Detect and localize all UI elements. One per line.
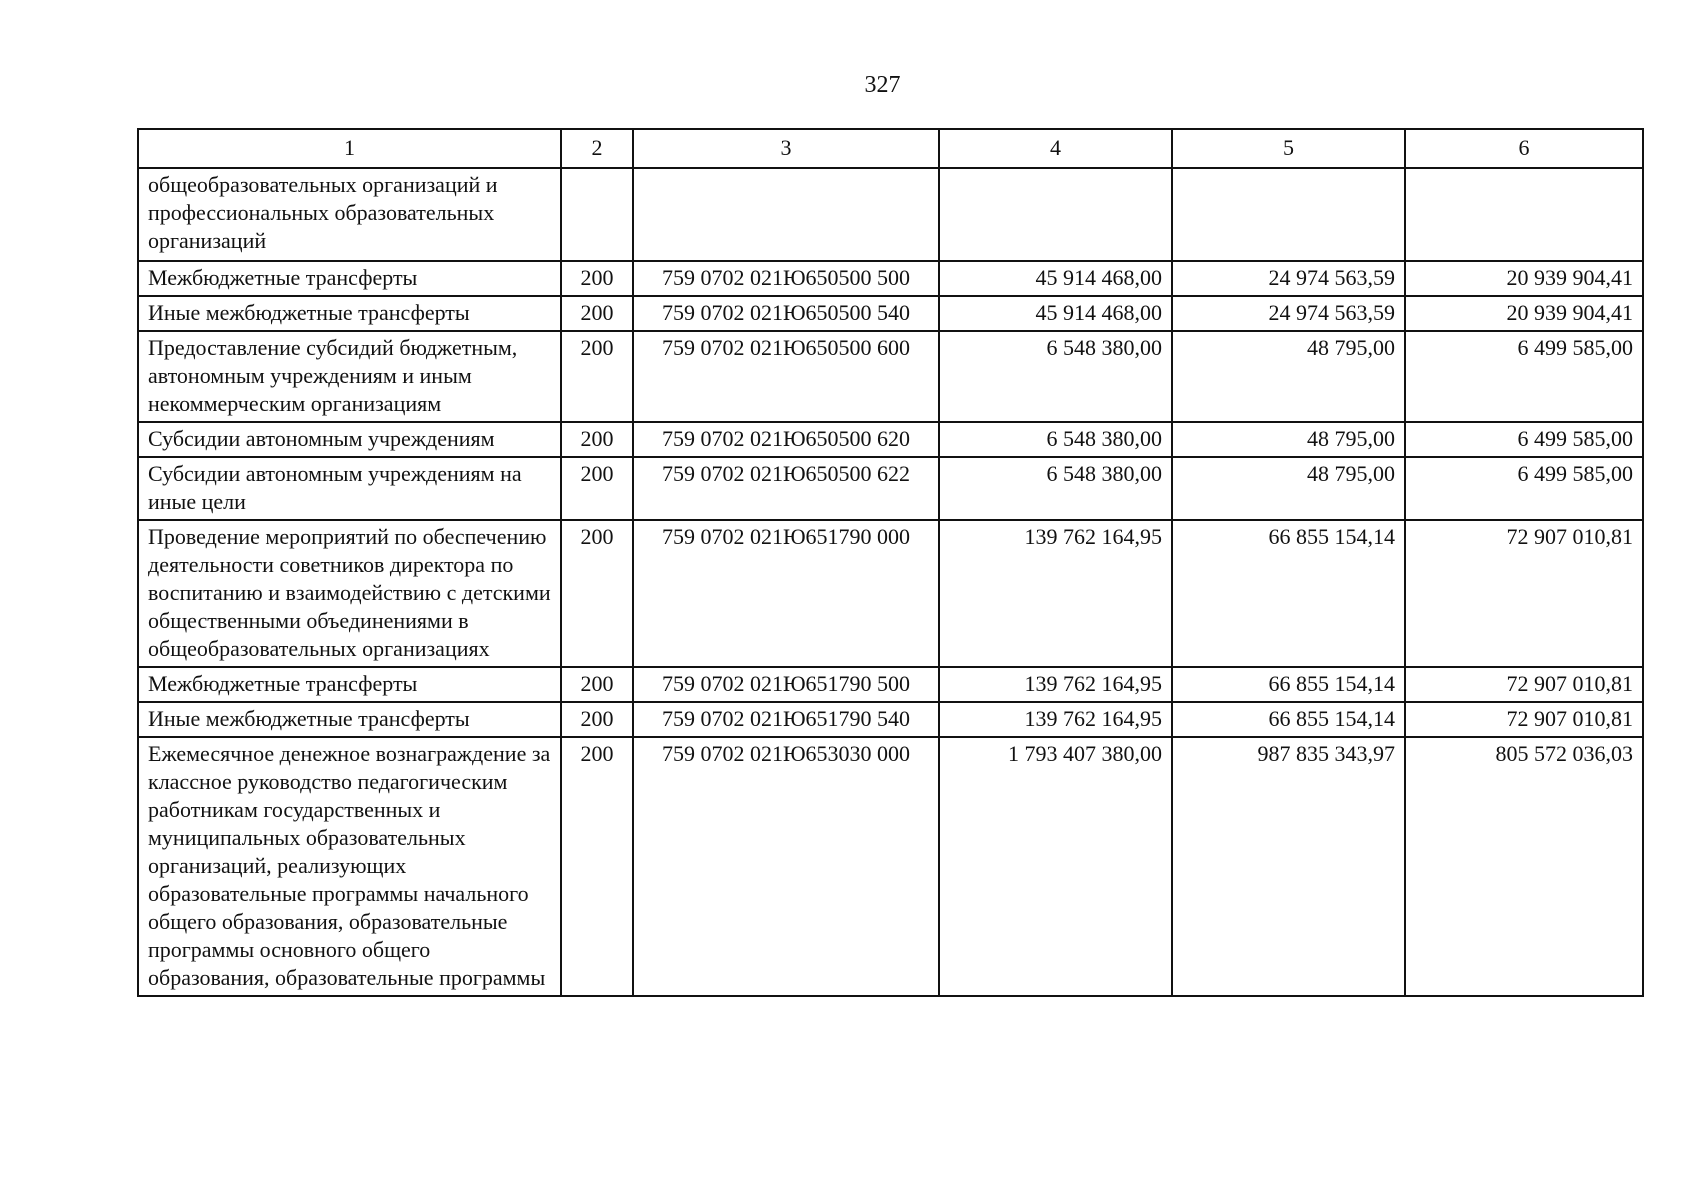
column-header-2: 2 xyxy=(561,129,633,168)
row-name: Иные межбюджетные трансферты xyxy=(138,296,561,331)
table-row xyxy=(138,331,1643,422)
column-header-3: 3 xyxy=(633,129,939,168)
table-row xyxy=(138,520,1643,667)
column-header-4: 4 xyxy=(939,129,1172,168)
row-budget-code: 759 0702 021Ю650500 622 xyxy=(633,457,939,520)
column-header-6: 6 xyxy=(1405,129,1643,168)
row-value-col4: 139 762 164,95 xyxy=(939,667,1172,702)
row-value-col4: 6 548 380,00 xyxy=(939,457,1172,520)
row-ver-code: 200 xyxy=(561,457,633,520)
table-row xyxy=(138,168,1643,261)
row-budget-code: 759 0702 021Ю650500 600 xyxy=(633,331,939,422)
row-name: Субсидии автономным учреждениям xyxy=(138,422,561,457)
row-value-col4 xyxy=(939,168,1172,261)
row-value-col6: 6 499 585,00 xyxy=(1405,331,1643,422)
page-number: 327 xyxy=(864,72,901,98)
row-ver-code: 200 xyxy=(561,331,633,422)
row-value-col5: 24 974 563,59 xyxy=(1172,296,1405,331)
row-name: общеобразовательных организаций и профессиональных образовательных организаций xyxy=(138,168,561,261)
row-value-col5: 24 974 563,59 xyxy=(1172,261,1405,296)
row-value-col4: 6 548 380,00 xyxy=(939,331,1172,422)
row-name: Иные межбюджетные трансферты xyxy=(138,702,561,737)
row-value-col6: 72 907 010,81 xyxy=(1405,520,1643,667)
row-value-col5: 66 855 154,14 xyxy=(1172,667,1405,702)
row-ver-code: 200 xyxy=(561,520,633,667)
table-row xyxy=(138,422,1643,457)
row-value-col5: 987 835 343,97 xyxy=(1172,737,1405,996)
row-value-col6 xyxy=(1405,168,1643,261)
row-value-col5: 48 795,00 xyxy=(1172,457,1405,520)
row-value-col5: 48 795,00 xyxy=(1172,331,1405,422)
row-budget-code: 759 0702 021Ю650500 500 xyxy=(633,261,939,296)
row-budget-code: 759 0702 021Ю650500 620 xyxy=(633,422,939,457)
row-name: Ежемесячное денежное вознаграждение за классное руководство педагогическим работникам государственных и муниципальных образовательных организаций, реализующих образовательные программы начального общего образования, образовательные программы основного общего образования, образовательные программы xyxy=(138,737,561,996)
table-row xyxy=(138,296,1643,331)
row-value-col5 xyxy=(1172,168,1405,261)
row-ver-code: 200 xyxy=(561,737,633,996)
row-ver-code: 200 xyxy=(561,667,633,702)
table-header-row xyxy=(138,129,1643,168)
row-value-col6: 20 939 904,41 xyxy=(1405,261,1643,296)
table-row xyxy=(138,667,1643,702)
row-value-col5: 66 855 154,14 xyxy=(1172,702,1405,737)
row-value-col6: 20 939 904,41 xyxy=(1405,296,1643,331)
row-value-col6: 6 499 585,00 xyxy=(1405,457,1643,520)
row-name: Межбюджетные трансферты xyxy=(138,667,561,702)
row-ver-code: 200 xyxy=(561,702,633,737)
row-value-col6: 805 572 036,03 xyxy=(1405,737,1643,996)
row-name: Проведение мероприятий по обеспечению деятельности советников директора по воспитанию и взаимодействию с детскими общественными объединениями в общеобразовательных организациях xyxy=(138,520,561,667)
row-name: Предоставление субсидий бюджетным, автономным учреждениям и иным некоммерческим организациям xyxy=(138,331,561,422)
row-ver-code: 200 xyxy=(561,261,633,296)
column-header-1: 1 xyxy=(138,129,561,168)
row-value-col4: 139 762 164,95 xyxy=(939,702,1172,737)
row-value-col5: 66 855 154,14 xyxy=(1172,520,1405,667)
budget-table xyxy=(137,128,1644,997)
row-budget-code: 759 0702 021Ю651790 000 xyxy=(633,520,939,667)
row-budget-code: 759 0702 021Ю651790 500 xyxy=(633,667,939,702)
table-row xyxy=(138,261,1643,296)
row-name: Субсидии автономным учреждениям на иные цели xyxy=(138,457,561,520)
row-value-col6: 6 499 585,00 xyxy=(1405,422,1643,457)
row-value-col4: 6 548 380,00 xyxy=(939,422,1172,457)
row-name: Межбюджетные трансферты xyxy=(138,261,561,296)
row-value-col4: 139 762 164,95 xyxy=(939,520,1172,667)
row-value-col5: 48 795,00 xyxy=(1172,422,1405,457)
table-row xyxy=(138,702,1643,737)
row-budget-code: 759 0702 021Ю650500 540 xyxy=(633,296,939,331)
row-value-col4: 45 914 468,00 xyxy=(939,261,1172,296)
row-value-col6: 72 907 010,81 xyxy=(1405,702,1643,737)
row-budget-code: 759 0702 021Ю653030 000 xyxy=(633,737,939,996)
row-value-col4: 45 914 468,00 xyxy=(939,296,1172,331)
row-value-col4: 1 793 407 380,00 xyxy=(939,737,1172,996)
row-ver-code xyxy=(561,168,633,261)
table-row xyxy=(138,457,1643,520)
row-ver-code: 200 xyxy=(561,422,633,457)
column-header-5: 5 xyxy=(1172,129,1405,168)
row-budget-code xyxy=(633,168,939,261)
row-budget-code: 759 0702 021Ю651790 540 xyxy=(633,702,939,737)
row-ver-code: 200 xyxy=(561,296,633,331)
row-value-col6: 72 907 010,81 xyxy=(1405,667,1643,702)
table-row xyxy=(138,737,1643,996)
